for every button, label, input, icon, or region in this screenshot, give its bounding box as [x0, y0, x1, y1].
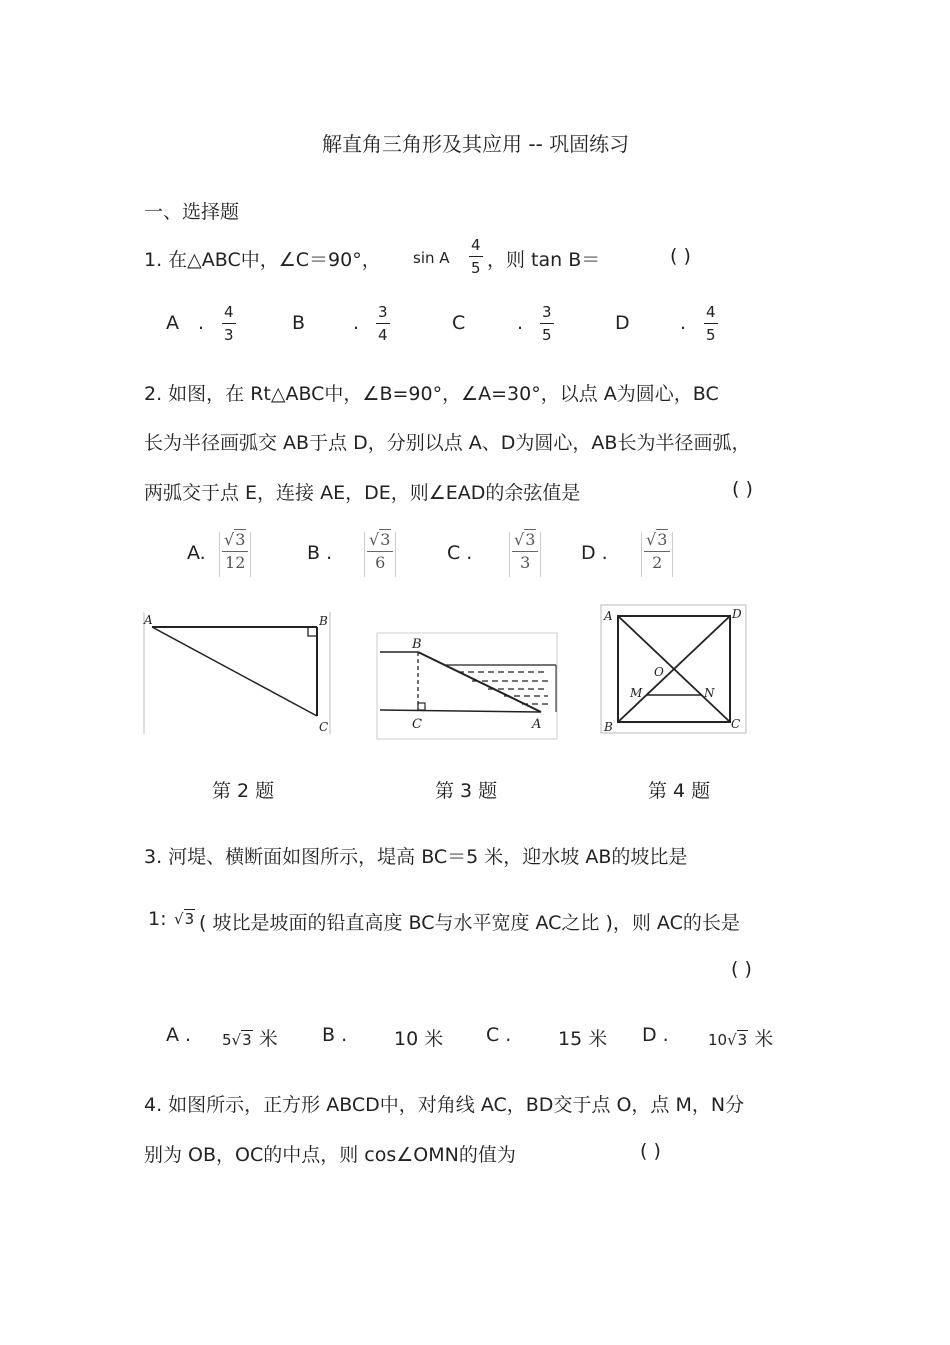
q2-line-3: 两弧交于点 E，连接 AE，DE，则∠EAD的余弦值是	[144, 482, 581, 504]
q1-answer-paren: ( )	[670, 245, 691, 267]
q2-d-den: 2	[652, 553, 663, 572]
q3-option-c-value: 15 米	[558, 1028, 608, 1050]
q1-suffix: ，则 tan B＝	[487, 249, 601, 271]
fig4-label-a: A	[604, 609, 613, 623]
fig4-label-m: M	[630, 686, 643, 700]
q3-option-d-label: D .	[642, 1024, 669, 1046]
q1-option-d-frac	[704, 305, 718, 343]
q2-line-2: 长为半径画弧交 AB于点 D，分别以点 A、D为圆心，AB长为半径画弧，	[144, 432, 751, 454]
fig3-frame	[377, 633, 557, 739]
fig3-base-ac	[380, 710, 541, 712]
fig3-slope-ab	[418, 652, 541, 712]
q1-option-b-dot: .	[353, 312, 360, 334]
fig2-label-a: A	[144, 613, 153, 627]
q1-option-c-label: C	[452, 312, 466, 334]
q3-d-coef: 10	[708, 1031, 728, 1049]
q3-ratio-prefix: 1:	[148, 908, 167, 930]
q1-b-den: 4	[378, 326, 388, 344]
q3-answer-paren: ( )	[731, 958, 752, 980]
q1-prefix: 1. 在△ABC中，∠C＝90°，	[144, 249, 381, 271]
fig4-label-b: B	[604, 720, 613, 734]
fig3-water-dashes	[458, 672, 548, 704]
page-title: 解直角三角形及其应用 -- 巩固练习	[322, 132, 630, 156]
q1-option-a-label: A	[166, 312, 179, 334]
q3-a-coef: 5	[222, 1031, 232, 1049]
fig3-label-b: B	[412, 637, 422, 652]
q4-answer-paren: ( )	[640, 1140, 661, 1162]
q3-a-rad: 3	[242, 1031, 252, 1049]
fig2-side-ac	[152, 627, 317, 716]
q1-option-b-label: B	[292, 312, 306, 334]
q2-option-b-frac: $\frac{√3}{6}$	[364, 532, 396, 577]
q1-a-den: 3	[224, 326, 234, 344]
q2-option-c-frac: $\frac{√3}{3}$	[509, 532, 541, 577]
fig3-label-c: C	[412, 717, 422, 732]
q3-line-2: ( 坡比是坡面的铅直高度 BC与水平宽度 AC之比 )，则 AC的长是	[199, 912, 740, 934]
fig3-right-angle-mark	[418, 703, 425, 710]
q3-d-rad: 3	[737, 1031, 748, 1049]
q2-b-rad: 3	[380, 530, 391, 549]
fig4-label-n: N	[704, 686, 715, 700]
q1-a-num: 4	[222, 305, 236, 324]
q1-option-d-label: D	[615, 312, 630, 334]
q1-c-num: 3	[540, 305, 554, 324]
q2-d-rad: 3	[657, 530, 668, 549]
figure-2-diagram	[140, 610, 335, 738]
q2-option-a-frac: $\frac{√3}{12}$	[219, 532, 251, 577]
q1-option-c-dot: .	[517, 312, 524, 334]
q3-option-c-label: C .	[486, 1024, 512, 1046]
fig3-label-a: A	[532, 717, 542, 732]
q2-option-c-label: C .	[447, 542, 473, 564]
q3-option-a-value: 5√3 米	[222, 1028, 278, 1050]
q2-option-d-label: D .	[581, 542, 608, 564]
fig4-caption: 第 4 题	[648, 780, 711, 802]
q1-fraction	[469, 238, 483, 276]
fig2-right-angle-mark	[308, 627, 317, 636]
q3-option-b-label: B .	[322, 1024, 348, 1046]
q2-line-1: 2. 如图，在 Rt△ABC中，∠B=90°，∠A=30°，以点 A为圆心，BC	[144, 383, 719, 405]
q2-a-den: 12	[225, 553, 246, 572]
q1-b-num: 3	[376, 305, 390, 324]
figure-4-diagram	[600, 604, 748, 734]
q1-sin: sin A	[413, 249, 450, 267]
q3-line-1: 3. 河堤、横断面如图所示，堤高 BC＝5 米，迎水坡 AB的坡比是	[144, 846, 688, 868]
fig4-label-c: C	[731, 717, 741, 731]
q3-ratio-rad-value: 3	[184, 910, 195, 928]
q1-d-num: 4	[704, 305, 718, 324]
q3-a-unit: 米	[258, 1028, 278, 1050]
fig2-caption: 第 2 题	[212, 780, 275, 802]
q1-frac-den: 5	[471, 259, 481, 277]
q1-option-a-frac	[222, 305, 236, 343]
q1-option-c-frac	[540, 305, 554, 343]
q3-option-a-label: A .	[166, 1024, 192, 1046]
fig4-label-d: D	[732, 607, 742, 621]
fig2-label-c: C	[319, 720, 329, 734]
figure-3-diagram	[376, 632, 558, 740]
q3-d-unit: 米	[754, 1028, 774, 1050]
q2-option-a-label: A.	[187, 542, 206, 564]
q1-option-b-frac	[376, 305, 390, 343]
q1-option-a-dot: .	[198, 312, 205, 334]
q1-d-den: 5	[706, 326, 716, 344]
q2-c-rad: 3	[525, 530, 536, 549]
q1-c-den: 5	[542, 326, 552, 344]
q2-answer-paren: ( )	[732, 478, 753, 500]
q3-option-d-value: 10√3 米	[708, 1028, 774, 1050]
fig2-label-b: B	[319, 614, 328, 628]
q3-ratio-radical: √3	[174, 910, 195, 928]
fig3-caption: 第 3 题	[435, 780, 498, 802]
section-heading: 一、选择题	[144, 201, 240, 223]
q1-option-d-dot: .	[680, 312, 687, 334]
q4-line-2: 别为 OB，OC的中点，则 cos∠OMN的值为	[144, 1144, 516, 1166]
q1-frac-num: 4	[469, 238, 483, 257]
q4-line-1: 4. 如图所示，正方形 ABCD中，对角线 AC，BD交于点 O，点 M，N分	[144, 1094, 745, 1116]
q3-option-b-value: 10 米	[394, 1028, 444, 1050]
q2-b-den: 6	[375, 553, 386, 572]
fig4-label-o: O	[654, 665, 664, 679]
q2-option-b-label: B .	[307, 542, 333, 564]
q2-c-den: 3	[520, 553, 531, 572]
q2-option-d-frac: $\frac{√3}{2}$	[641, 532, 673, 577]
q2-a-rad: 3	[235, 530, 246, 549]
